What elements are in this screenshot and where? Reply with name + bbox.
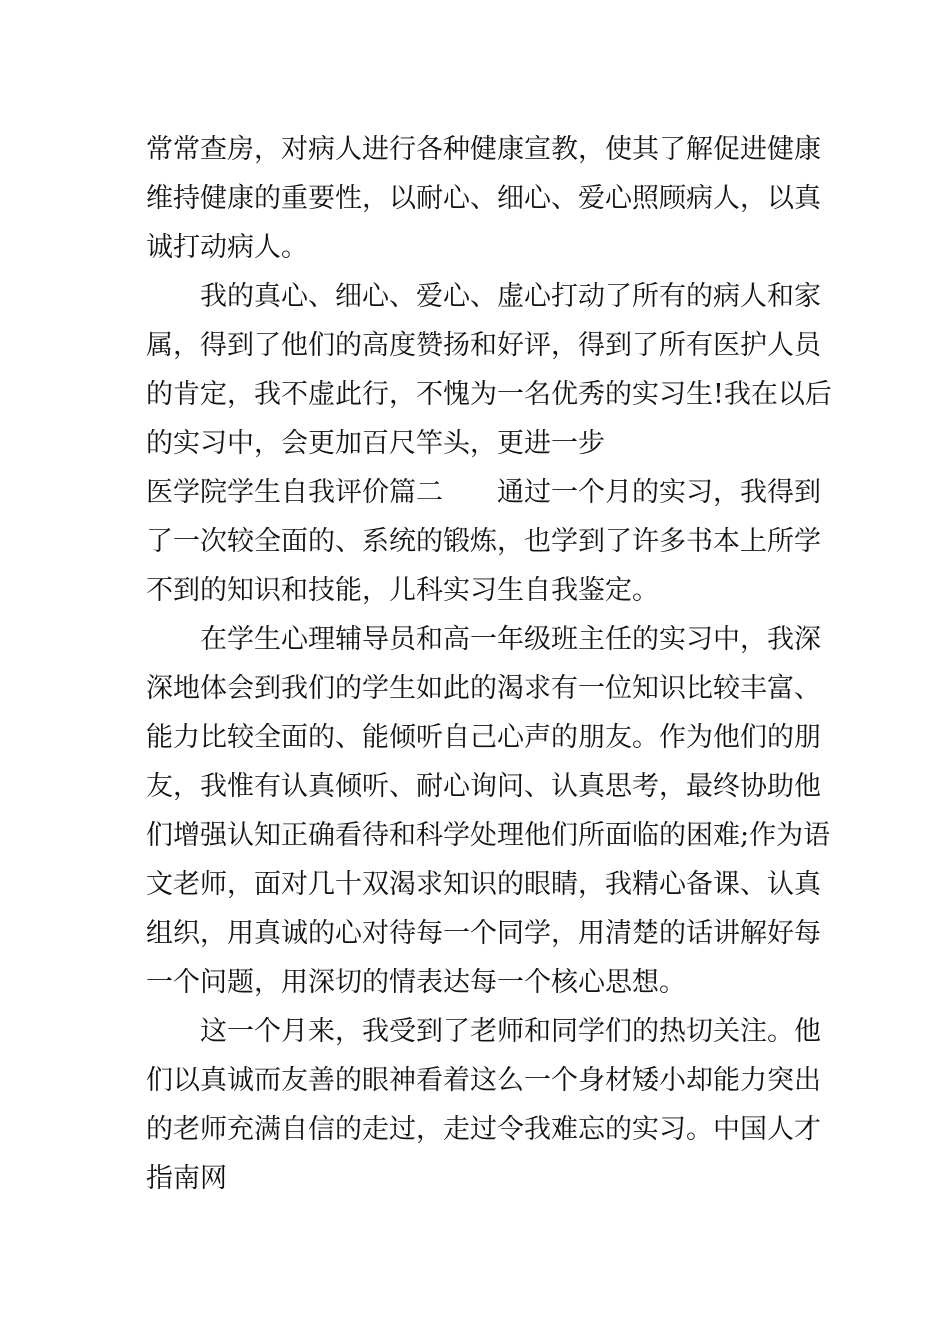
text-line: 深地体会到我们的学生如此的渴求有一位知识比较丰富、 (146, 673, 821, 704)
text-line: 指南网 (146, 1163, 227, 1194)
paragraph-first-line: 这一个月来，我受到了老师和同学们的热切关注。他 (200, 1016, 821, 1047)
text-line: 不到的知识和技能，儿科实习生自我鉴定。 (146, 575, 659, 606)
text-line: 能力比较全面的、能倾听自己心声的朋友。作为他们的朋 (146, 722, 821, 753)
text-line: 了一次较全面的、系统的锻炼，也学到了许多书本上所学 (146, 526, 821, 557)
text-line: 们增强认知正确看待和科学处理他们所面临的困难;作为语 (146, 820, 831, 851)
text-line: 一个问题，用深切的情表达每一个核心思想。 (146, 967, 686, 998)
text-line: 常常查房，对病人进行各种健康宣教，使其了解促进健康 (146, 134, 821, 165)
paragraph-first-line: 在学生心理辅导员和高一年级班主任的实习中，我深 (200, 624, 821, 655)
text-line: 的老师充满自信的走过，走过令我难忘的实习。中国人才 (146, 1114, 821, 1145)
text-line: 维持健康的重要性，以耐心、细心、爱心照顾病人，以真 (146, 183, 821, 214)
section-heading-line: 医学院学生自我评价篇二 通过一个月的实习，我得到 (146, 477, 821, 508)
document-body (146, 125, 832, 1203)
text-line: 们以真诚而友善的眼神看着这么一个身材矮小却能力突出 (146, 1065, 821, 1096)
text-line: 诚打动病人。 (146, 232, 308, 263)
text-line: 文老师，面对几十双渴求知识的眼睛，我精心备课、认真 (146, 869, 821, 900)
text-line: 属，得到了他们的高度赞扬和好评，得到了所有医护人员 (146, 330, 821, 361)
text-line: 友，我惟有认真倾听、耐心询问、认真思考，最终协助他 (146, 771, 821, 802)
paragraph-first-line: 我的真心、细心、爱心、虚心打动了所有的病人和家 (200, 281, 821, 312)
text-line: 的肯定，我不虚此行，不愧为一名优秀的实习生!我在以后 (146, 379, 832, 410)
text-line: 的实习中，会更加百尺竿头，更进一步 (146, 428, 605, 459)
text-line: 组织，用真诚的心对待每一个同学，用清楚的话讲解好每 (146, 918, 821, 949)
